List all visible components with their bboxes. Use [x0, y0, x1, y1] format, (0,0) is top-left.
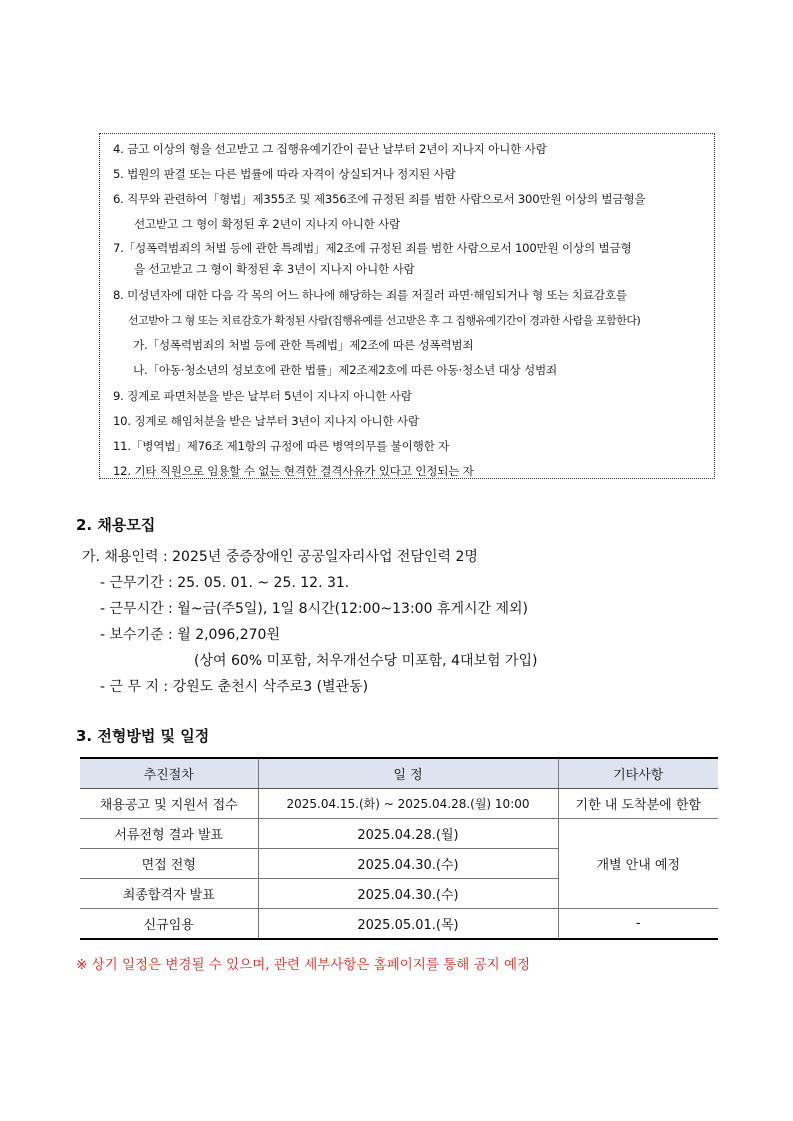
header-step: 추진절차 [80, 758, 258, 789]
table-header-row [80, 758, 718, 789]
step-cell: 서류전형 결과 발표 [80, 819, 258, 849]
date-cell: 2025.04.30.(수) [258, 849, 558, 879]
salary: - 보수기준 : 월 2,096,270원 [100, 627, 280, 643]
disqualification-item: 6. 직무와 관련하여「형법」제355조 및 제356조에 규정된 죄를 범한 사람으로서 300만원 이상의 벌금형을 [113, 192, 646, 206]
disqualification-item: 나.「아동·청소년의 성보호에 관한 법률」제2조제2호에 따른 아동·청소년 대상 성범죄 [133, 363, 557, 377]
step-cell: 최종합격자 발표 [80, 879, 258, 909]
date-cell: 2025.04.28.(월) [258, 819, 558, 849]
date-cell: 2025.05.01.(목) [258, 909, 558, 940]
disqualification-item: 4. 금고 이상의 형을 선고받고 그 집행유예기간이 끝난 날부터 2년이 지나지 아니한 사람 [113, 142, 547, 156]
work-period: - 근무기간 : 25. 05. 01. ~ 25. 12. 31. [100, 575, 350, 591]
step-cell: 채용공고 및 지원서 접수 [80, 789, 258, 819]
disqualification-item: 5. 법원의 판결 또는 다른 법률에 따라 자격이 상실되거나 정지된 사람 [113, 167, 456, 181]
date-cell: 2025.04.30.(수) [258, 879, 558, 909]
step-cell: 신규임용 [80, 909, 258, 940]
work-hours: - 근무시간 : 월~금(주5일), 1일 8시간(12:00~13:00 휴게시간 제외) [100, 601, 528, 617]
section3-title: 3. 전형방법 및 일정 [76, 727, 210, 745]
table-row [80, 819, 718, 849]
disqualification-item: 10. 징계로 해임처분을 받은 날부터 3년이 지나지 아니한 사람 [113, 414, 419, 428]
disqualification-item: 11.「병역법」제76조 제1항의 규정에 따른 병역의무를 불이행한 자 [113, 439, 450, 453]
disqualification-item: 12. 기타 직원으로 임용할 수 없는 현격한 결격사유가 있다고 인정되는 자 [113, 464, 474, 478]
disqualification-item: 8. 미성년자에 대한 다음 각 목의 어느 하나에 해당하는 죄를 저질러 파면·해임되거나 형 또는 치료감호를 [113, 288, 627, 302]
header-note: 기타사항 [558, 758, 718, 789]
disqualification-item: 을 선고받고 그 형이 확정된 후 3년이 지나지 아니한 사람 [134, 262, 415, 276]
note-cell: 기한 내 도착분에 한함 [558, 789, 718, 819]
schedule-footnote: ※ 상기 일정은 변경될 수 있으며, 관련 세부사항은 홈페이지를 통해 공지 예정 [76, 957, 531, 973]
disqualification-item: 선고받고 그 형이 확정된 후 2년이 지나지 아니한 사람 [134, 217, 401, 231]
disqualification-item: 7.「성폭력범죄의 처벌 등에 관한 특례법」제2조에 규정된 죄를 범한 사람으로서 100만원 이상의 벌금형 [113, 241, 632, 255]
schedule-table [80, 757, 718, 940]
date-cell: 2025.04.15.(화) ~ 2025.04.28.(월) 10:00 [258, 789, 558, 819]
disqualification-item: 선고받아 그 형 또는 치료감호가 확정된 사람(집행유예를 선고받은 후 그 집행유예기간이 경과한 사람을 포함한다) [128, 314, 641, 327]
header-date: 일 정 [258, 758, 558, 789]
salary-detail: (상여 60% 미포함, 처우개선수당 미포함, 4대보험 가입) [194, 653, 538, 669]
step-cell: 면접 전형 [80, 849, 258, 879]
table-row [80, 909, 718, 940]
section2-title: 2. 채용모집 [76, 516, 156, 534]
table-row [80, 789, 718, 819]
disqualification-item: 가.「성폭력범죄의 처벌 등에 관한 특례법」제2조에 따른 성폭력범죄 [133, 338, 474, 352]
work-location: - 근 무 지 : 강원도 춘천시 삭주로3 (별관동) [100, 679, 369, 695]
recruit-headcount: 가. 채용인력 : 2025년 중증장애인 공공일자리사업 전담인력 2명 [82, 549, 478, 565]
disqualification-item: 9. 징계로 파면처분을 받은 날부터 5년이 지나지 아니한 사람 [113, 389, 412, 403]
note-cell: - [558, 909, 718, 940]
note-cell: 개별 안내 예정 [558, 819, 718, 909]
